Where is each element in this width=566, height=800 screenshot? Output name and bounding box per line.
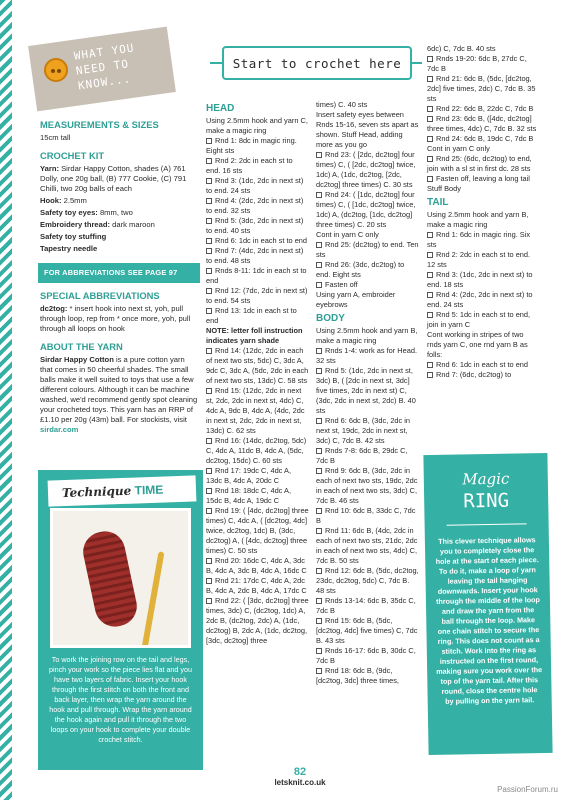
checkbox-icon[interactable] <box>427 76 433 82</box>
left-column <box>40 112 198 437</box>
checkbox-icon[interactable] <box>427 176 433 182</box>
pattern-round: Rnd 18: 6dc B, (9dc, [dc2tog, 3dc] three times, <box>316 666 399 685</box>
pattern-round: Rnd 1: 8dc in magic ring. Eight sts <box>206 136 297 155</box>
checkbox-icon[interactable] <box>206 348 212 354</box>
checkbox-icon[interactable] <box>206 288 212 294</box>
checkbox-icon[interactable] <box>206 238 212 244</box>
pattern-round: Rnd 21: 17dc C, 4dc A, 2dc B, 4dc A, 2dc B, 4dc A, 17dc C <box>206 576 307 595</box>
technique-photo <box>50 508 191 648</box>
checkbox-icon[interactable] <box>316 348 322 354</box>
pattern-round: Rnd 14: (12dc, 2dc in each of next two sts, 5dc) C, 3dc A, 9dc C, 3dc A, (5dc, 2dc in each of next two sts, 13dc) C. 58 sts <box>206 346 309 385</box>
checkbox-icon[interactable] <box>316 242 322 248</box>
pattern-round: Rnds 16-17: 6dc B, 30dc C, 7dc B <box>316 646 416 665</box>
checkbox-icon[interactable] <box>206 308 212 314</box>
checkbox-icon[interactable] <box>316 528 322 534</box>
checkbox-icon[interactable] <box>206 138 212 144</box>
pattern-round: Rnd 26: (3dc, dc2tog) to end. Eight sts <box>316 260 405 279</box>
pattern-round: Rnd 6: 1dc in each st to end <box>206 236 309 246</box>
pattern-round: Rnd 2: 2dc in each st to end. 12 sts <box>427 250 531 269</box>
start-header <box>210 40 422 84</box>
checkbox-icon[interactable] <box>206 248 212 254</box>
sirdar-link[interactable]: sirdar.com <box>40 425 79 434</box>
checkbox-icon[interactable] <box>206 578 212 584</box>
checkbox-icon[interactable] <box>427 156 433 162</box>
pattern-text: Using 2.5mm hook and yarn B, make a magic ring <box>427 210 529 229</box>
pattern-round: Rnd 24: 6dc B, 19dc C, 7dc B <box>427 134 537 144</box>
watermark: PassionForum.ru <box>497 785 558 794</box>
pattern-round: Rnds 19-20: 6dc B, 27dc C, 7dc B <box>427 54 527 73</box>
about-yarn-title: ABOUT THE YARN <box>40 341 123 352</box>
checkbox-icon[interactable] <box>427 136 433 142</box>
pattern-round: Rnds 1-4: work as for Head. 32 sts <box>316 346 418 365</box>
pattern-round: Rnds 7-8: 6dc B, 29dc C, 7dc B <box>316 446 408 465</box>
special-abbreviation: dc2tog: * insert hook into next st, yoh, pull through loop, rep from * once more, yoh, pull through all loops on hook <box>40 304 191 333</box>
section-heading: TAIL <box>427 197 449 208</box>
pattern-text: Cont in yarn C only <box>316 230 379 239</box>
technique-text: To work the joining row on the tail and legs, pinch your work so the piece lies flat and you have two layers of fabric. Insert your hook through the first stitch on both the front and back layer, then wrap the yarn around the hook and pull through. Wrap the yarn around the hook again and pull it through the two loops on your hook to complete your double crochet stitch. <box>48 655 193 744</box>
magic-ring-text: This clever technique allows you to completely close the hole at the start of each piece. To do it, make a loop of yarn leaving the tail hanging downwards. Insert your hook through the middle of the loop and draw the yarn from the ball through the loop. Make one chain stitch to secure the ring. This does not count as a stitch. Work into the ring as instructed on the first round, making sure you work over the top of the yarn tail. After this round, close the centre hole by pulling on the yarn tail. <box>435 535 543 706</box>
checkbox-icon[interactable] <box>427 232 433 238</box>
technique-time-box <box>38 470 203 770</box>
pattern-round: Rnd 7: (4dc, 2dc in next st) to end. 48 sts <box>206 246 304 265</box>
pattern-round: Rnd 15: (12dc, 2dc in next st, 2dc, 2dc in next st, 4dc) C, 4dc A, 9dc B, 4dc A, (4dc, 2dc in next st, 2dc, 2dc in next st, 13dc) C. 62 sts <box>206 386 305 435</box>
checkbox-icon[interactable] <box>316 448 322 454</box>
start-title: Start to crochet here <box>222 46 412 80</box>
pattern-column-1 <box>206 100 309 646</box>
checkbox-icon[interactable] <box>427 362 433 368</box>
checkbox-icon[interactable] <box>316 282 322 288</box>
pattern-text: Cont in yarn C only <box>427 144 490 153</box>
pattern-column-3 <box>427 44 537 380</box>
pattern-text: Insert safety eyes between Rnds 15-16, seven sts apart as shown. Stuff Head, adding more as you go <box>316 110 419 149</box>
pattern-round: Rnd 1: 6dc in magic ring. Six sts <box>427 230 531 249</box>
pattern-round: Rnd 16: (14dc, dc2tog, 5dc) C, 4dc A, 11dc B, 4dc A, (5dc, dc2tog, 15dc) C. 60 sts <box>206 436 307 465</box>
pattern-round: Rnd 18: 18dc C, 4dc A, 15dc B, 4dc A, 19dc C <box>206 486 292 505</box>
kit-item: Hook: 2.5mm <box>40 196 87 205</box>
pattern-round: Rnd 6: 1dc in each st to end <box>427 360 537 370</box>
pattern-round: Rnd 17: 19dc C, 4dc A, 13dc B, 4dc A, 20dc C <box>206 466 292 485</box>
pattern-round: Rnd 9: 6dc B, (3dc, 2dc in each of next two sts, 19dc, 2dc in each of next two sts, 3dc) C, 7dc B. 46 sts <box>316 466 418 505</box>
pattern-round: Fasten off <box>316 280 419 290</box>
page-folio <box>270 766 330 787</box>
checkbox-icon[interactable] <box>427 372 433 378</box>
pattern-text: Using 2.5mm hook and yarn C, make a magic ring <box>206 116 308 135</box>
pattern-round: Rnd 23: 6dc B, ([4dc, dc2tog] three times, 4dc) C, 7dc B. 32 sts <box>427 114 537 133</box>
pattern-round: Rnd 10: 6dc B, 33dc C, 7dc B <box>316 506 416 525</box>
badge-line: KNOW... <box>77 72 132 93</box>
pattern-round: Rnd 20: 16dc C, 4dc A, 3dc B, 4dc A, 3dc B, 4dc A, 16dc C <box>206 556 307 575</box>
kit-item: Embroidery thread: dark maroon <box>40 220 155 229</box>
pattern-text: NOTE: letter foll instruction indicates yarn shade <box>206 326 303 345</box>
special-abbreviations-title: SPECIAL ABBREVIATIONS <box>40 290 160 301</box>
pattern-round: Rnd 25: (dc2tog) to end. Ten sts <box>316 240 419 259</box>
badge-line: WHAT YOU <box>73 41 136 63</box>
pattern-text: 6dc) C, 7dc B. 40 sts <box>427 44 496 53</box>
checkbox-icon[interactable] <box>206 468 212 474</box>
site-url: letsknit.co.uk <box>274 778 326 787</box>
checkbox-icon[interactable] <box>206 558 212 564</box>
kit-title: CROCHET KIT <box>40 150 105 161</box>
pattern-round: Rnd 21: 6dc B, (5dc, [dc2tog, 2dc] five times, 2dc) C, 7dc B. 35 sts <box>427 74 536 103</box>
checkbox-icon[interactable] <box>316 598 322 604</box>
pattern-text: Using yarn A, embroider eyebrows <box>316 290 396 309</box>
pattern-round: Rnd 12: (7dc, 2dc in next st) to end. 54 sts <box>206 286 308 305</box>
kit-item: Safety toy stuffing <box>40 232 107 241</box>
pattern-column-2 <box>316 100 419 686</box>
checkbox-icon[interactable] <box>316 648 322 654</box>
kit-list <box>40 164 198 254</box>
pattern-text: times) C. 40 sts <box>316 100 368 109</box>
pattern-round: Rnd 25: (6dc, dc2tog) to end, join with a sl st in first dc. 28 sts <box>427 154 532 173</box>
checkbox-icon[interactable] <box>206 198 212 204</box>
pattern-round: Rnd 3: (1dc, 2dc in next st) to end. 24 sts <box>206 176 304 195</box>
pattern-round: Rnd 11: 6dc B, (4dc, 2dc in each of next two sts, 21dc, 2dc in each of next two sts, 4dc) C, 7dc B. 50 sts <box>316 526 418 565</box>
checkbox-icon[interactable] <box>427 116 433 122</box>
pattern-round: Rnd 19: ( [4dc, dc2tog] three times) C, 4dc A, ( [dc2tog, 4dc] twice, dc2tog, 1dc) B, (3dc, dc2tog) A, ( [4dc, dc2tog] three times) C. 50 sts <box>206 506 309 555</box>
technique-title: Technique TIME <box>48 475 197 506</box>
abbreviations-bar: FOR ABBREVIATIONS SEE PAGE 97 <box>38 263 200 283</box>
pattern-round: Rnd 4: (2dc, 2dc in next st) to end. 32 sts <box>206 196 304 215</box>
checkbox-icon[interactable] <box>316 668 322 674</box>
sewing-button-icon <box>44 58 68 82</box>
pattern-round: Rnd 15: 6dc B, (5dc, [dc2tog, 4dc] five times) C, 7dc B. 43 sts <box>316 616 418 645</box>
about-yarn-text: Sirdar Happy Cotton is a pure cotton yarn that comes in 50 cheerful shades. The small balls make it well suited to toys that use a few different colours. Although it can be machine washed, we'd recommend gently spot cleaning your crocheted toys. This yarn has an RRP of £1.10 per 20g (43m) ball. For stockists, visit sirdar.com <box>40 355 198 434</box>
checkbox-icon[interactable] <box>206 388 212 394</box>
checkbox-icon[interactable] <box>206 508 212 514</box>
checkbox-icon[interactable] <box>427 106 433 112</box>
pattern-round: Rnd 5: (3dc, 2dc in next st) to end. 40 sts <box>206 216 304 235</box>
pattern-round: Rnd 2: 2dc in each st to end. 16 sts <box>206 156 293 175</box>
pattern-round: Rnd 3: (1dc, 2dc in next st) to end. 18 sts <box>427 270 533 289</box>
checkbox-icon[interactable] <box>316 508 322 514</box>
pattern-round: Rnd 22: ( [3dc, dc2tog] three times, 3dc) C, (dc2tog, 1dc) A, 2dc B, (dc2tog, 2dc) A, (1dc, dc2tog) B, 2dc A, (1dc, dc2tog, [3dc, dc2tog] three <box>206 596 309 645</box>
pattern-round: Rnd 5: (1dc, 2dc in next st, 3dc) B, ( [2dc in next st, 3dc] five times, 2dc in next st) C, (3dc, 2dc in next st, 2dc) B. 40 sts <box>316 366 416 415</box>
checkbox-icon[interactable] <box>316 568 322 574</box>
checkbox-icon[interactable] <box>427 272 433 278</box>
magic-ring-box <box>423 453 552 755</box>
pattern-text: Stuff Body <box>427 184 461 193</box>
checkbox-icon[interactable] <box>206 268 212 274</box>
pattern-round: Rnds 8-11: 1dc in each st to end <box>206 266 307 285</box>
checkbox-icon[interactable] <box>316 262 322 268</box>
pattern-round: Rnd 13: 1dc in each st to end <box>206 306 297 325</box>
pattern-round: Rnd 23: ( [2dc, dc2tog] four times) C, ( [2dc, dc2tog] twice, 1dc) A, (1dc, dc2tog, [2dc, dc2tog] three times) C. 30 sts <box>316 150 416 189</box>
measurements-title: MEASUREMENTS & SIZES <box>40 119 159 130</box>
checkbox-icon[interactable] <box>206 218 212 224</box>
page-number: 82 <box>293 766 307 778</box>
pattern-round: Fasten off, leaving a long tail <box>427 174 537 184</box>
pattern-round: Rnd 22: 6dc B, 22dc C, 7dc B <box>427 104 537 114</box>
checkbox-icon[interactable] <box>206 158 212 164</box>
kit-item: Safety toy eyes: 8mm, two <box>40 208 133 217</box>
pattern-text: Using 2.5mm hook and yarn B, make a magic ring <box>316 326 418 345</box>
magic-ring-title: Magic RING <box>462 469 510 513</box>
pattern-round: Rnd 6: 6dc B, (3dc, 2dc in next st, 19dc, 2dc in next st, 3dc) C, 7dc B. 42 sts <box>316 416 411 445</box>
margin-stripe <box>0 0 12 800</box>
checkbox-icon[interactable] <box>206 438 212 444</box>
checkbox-icon[interactable] <box>206 598 212 604</box>
checkbox-icon[interactable] <box>316 618 322 624</box>
checkbox-icon[interactable] <box>316 368 322 374</box>
checkbox-icon[interactable] <box>427 292 433 298</box>
pattern-round: Rnd 12: 6dc B, (5dc, dc2tog, 23dc, dc2tog, 5dc) C, 7dc B. 48 sts <box>316 566 419 595</box>
section-heading: HEAD <box>206 103 235 114</box>
pattern-round: Rnd 5: 1dc in each st to end, join in yarn C <box>427 310 531 329</box>
pattern-text: Cont working in stripes of two rnds yarn C, one rnd yarn B as folls: <box>427 330 528 359</box>
pattern-round: Rnd 4: (2dc, 2dc in next st) to end. 24 sts <box>427 290 533 309</box>
section-heading: BODY <box>316 313 345 324</box>
checkbox-icon[interactable] <box>206 488 212 494</box>
kit-item: Yarn: Sirdar Happy Cotton, shades (A) 761 Dolly, one 20g ball, (B) 777 Cookie, (C) 791 Chilli, two 20g balls of each <box>40 164 187 193</box>
checkbox-icon[interactable] <box>427 312 433 318</box>
checkbox-icon[interactable] <box>316 468 322 474</box>
checkbox-icon[interactable] <box>316 192 322 198</box>
checkbox-icon[interactable] <box>206 178 212 184</box>
checkbox-icon[interactable] <box>316 152 322 158</box>
pattern-round: Rnd 24: ( [1dc, dc2tog] four times) C, ( [1dc, dc2tog] twice, 1dc) A, (dc2tog, [1dc, dc2tog] three times) C. 20 sts <box>316 190 416 229</box>
checkbox-icon[interactable] <box>427 56 433 62</box>
checkbox-icon[interactable] <box>427 252 433 258</box>
kit-item: Tapestry needle <box>40 244 98 253</box>
pattern-round: Rnds 13-14: 6dc B, 35dc C, 7dc B <box>316 596 416 615</box>
pattern-round: Rnd 7: (6dc, dc2tog) to <box>427 370 537 380</box>
measurements-text: 15cm tall <box>40 133 71 142</box>
checkbox-icon[interactable] <box>316 418 322 424</box>
badge-line: NEED TO <box>75 57 130 78</box>
